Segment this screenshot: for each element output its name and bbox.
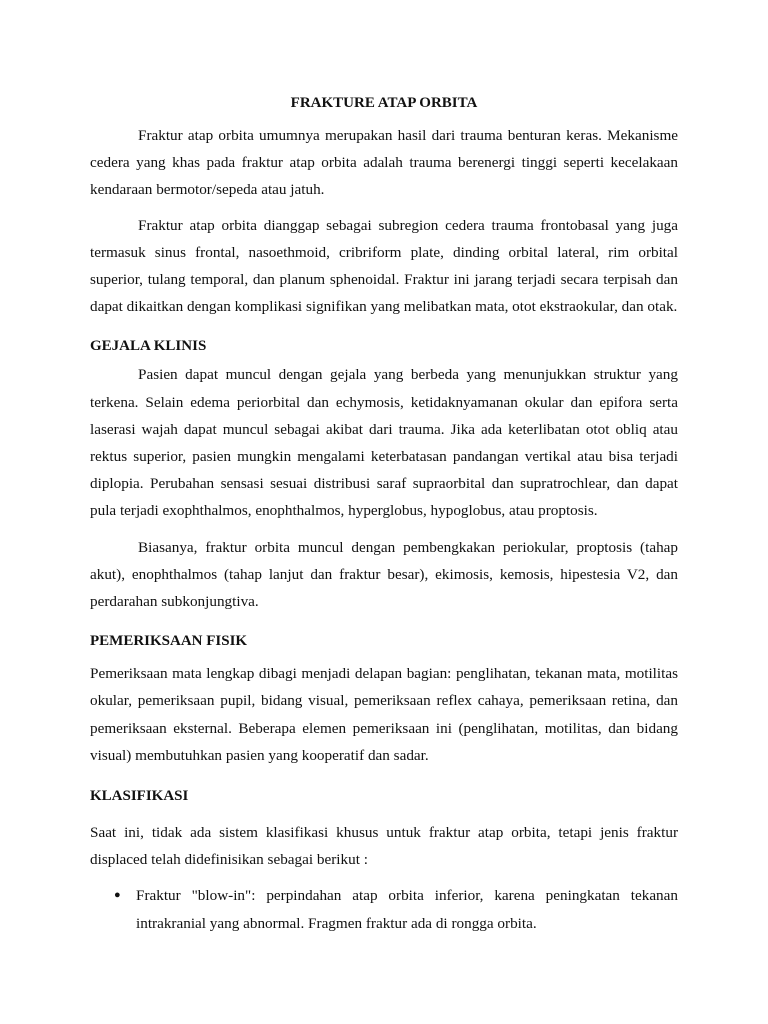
document-title: FRAKTURE ATAP ORBITA [290,95,478,111]
document-page [90,92,678,937]
pemeriksaan-paragraph-1: Pemeriksaan mata lengkap dibagi menjadi delapan bagian: penglihatan, tekanan mata, motilitas okular, pemeriksaan pupil, bidang visual, pemeriksaan reflex cahaya, pemeriksaan retina, dan pemeriksaan eksternal. Beberapa elemen pemeriksaan ini (penglihatan, motilitas, dan bidang visual) membutuhkan pasien yang kooperatif dan sadar. [90,665,678,764]
list-item [90,882,678,936]
intro-paragraph-1: Fraktur atap orbita umumnya merupakan hasil dari trauma benturan keras. Mekanisme cedera yang khas pada fraktur atap orbita adalah trauma berenergi tinggi seperti kecelakaan kendaraan bermotor/sepeda atau jatuh. [90,127,678,199]
klasifikasi-paragraph-1: Saat ini, tidak ada sistem klasifikasi khusus untuk fraktur atap orbita, tetapi jenis fraktur displaced telah didefinisikan sebagai berikut : [90,824,678,869]
klasifikasi-bullet-list [90,882,678,936]
gejala-paragraph-1: Pasien dapat muncul dengan gejala yang berbeda yang menunjukkan struktur yang terkena. Selain edema periorbital dan echymosis, ketidaknyamanan okular dan epifora serta laserasi wajah dapat muncul sebagai akibat dari trauma. Jika ada keterlibatan otot obliq atau rektus superior, pasien mungkin mengalami keterbatasan pandangan vertikal atau bisa terjadi diplopia. Perubahan sensasi sesuai distribusi saraf supraorbital dan supratrochlear, dan dapat pula terjadi exophthalmos, enophthalmos, hyperglobus, hypoglobus, atau proptosis. [90,366,678,520]
section-heading-pemeriksaan-fisik: PEMERIKSAAN FISIK [90,633,248,650]
gejala-paragraph-2: Biasanya, fraktur orbita muncul dengan pembengkakan periokular, proptosis (tahap akut), enophthalmos (tahap lanjut dan fraktur besar), ekimosis, kemosis, hipestesia V2, dan perdarahan subkonjungtiva. [90,538,678,611]
section-heading-klasifikasi: KLASIFIKASI [90,788,189,805]
section-heading-gejala-klinis: GEJALA KLINIS [90,338,207,355]
bullet-text: Fraktur "blow-in": perpindahan atap orbita inferior, karena peningkatan tekanan intrakranial yang abnormal. Fragmen fraktur ada di rongga orbita. [136,887,678,932]
intro-paragraph-2: Fraktur atap orbita dianggap sebagai subregion cedera trauma frontobasal yang juga termasuk sinus frontal, nasoethmoid, cribriform plate, dinding orbital lateral, rim orbital superior, tulang temporal, dan planum sphenoidal. Fraktur ini jarang terjadi secara terpisah dan dapat dikaitkan dengan komplikasi signifikan yang melibatkan mata, otot ekstraokular, dan otak. [90,216,678,316]
bullet-icon: ● [114,889,121,902]
